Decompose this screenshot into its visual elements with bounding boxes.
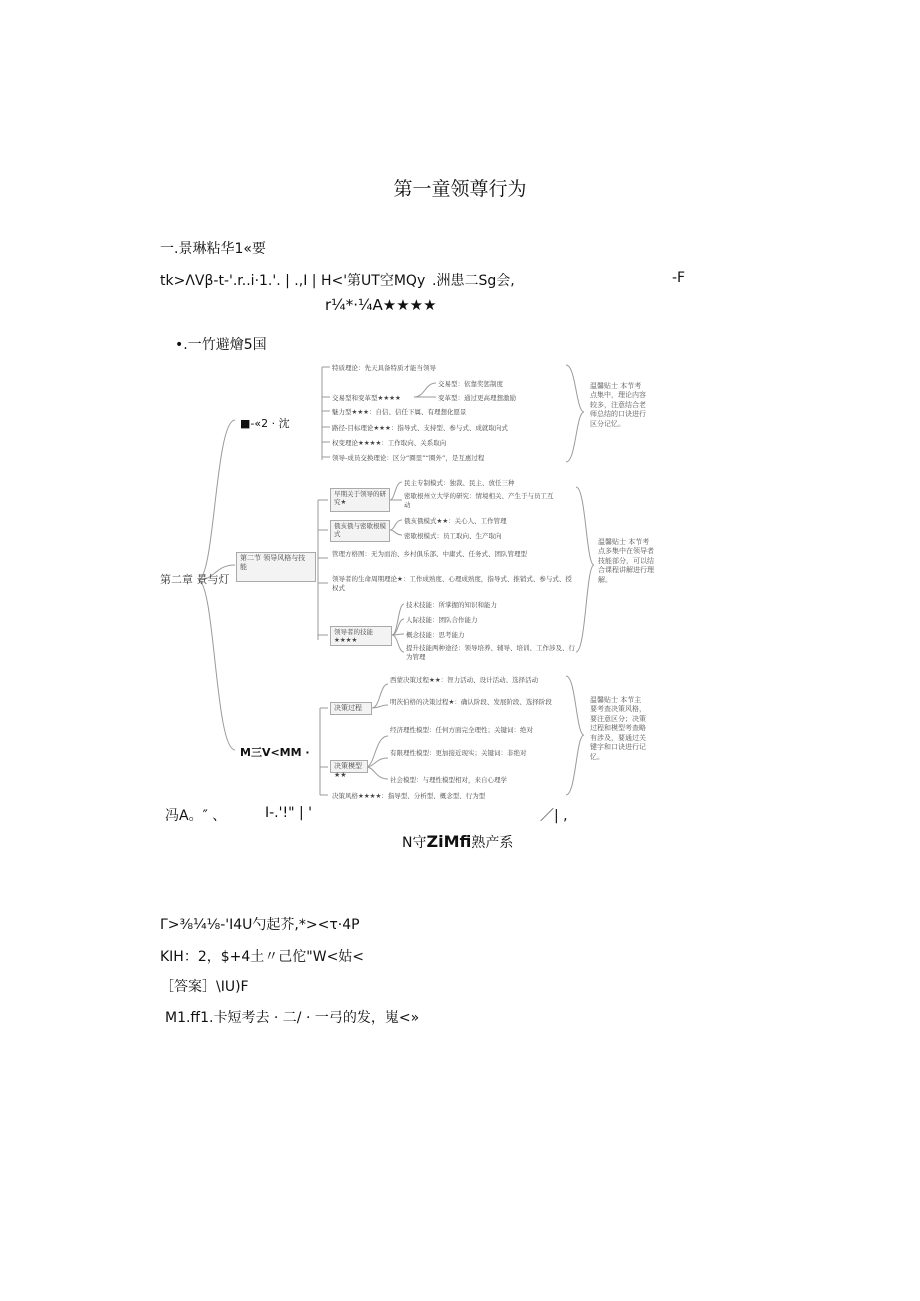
mind-map-node: 交易型：依靠奖惩制度	[438, 380, 503, 388]
mind-map-node: 技术技能：所掌握的知识和能力	[406, 601, 497, 609]
mind-map-node: 交易型和变革型★★★★	[332, 394, 401, 402]
mind-map-node: 西蒙决策过程★★：智力活动、设计活动、选择活动	[390, 676, 539, 684]
answer-line: ［答案］\IU)F	[160, 979, 249, 995]
mind-map-node: 管理方格图：无为而治、乡村俱乐部、中庸式、任务式、团队管理型	[332, 550, 527, 558]
mind-map-branch-bottom: M三V<MM ·	[240, 746, 310, 759]
body-line-c-left: 冯A。″ 、	[165, 808, 227, 824]
body-line-d-bold: ZiMfi	[426, 832, 472, 851]
subheading: •.一竹避燴5国	[175, 337, 267, 353]
body-line-d-pre: N守	[402, 835, 427, 851]
body-line-a-mid: .洲患二Sg会,	[432, 273, 515, 289]
mind-map-node: 变革型：通过更高理想激励	[438, 394, 516, 402]
question-line-2: KIH：2，$+4土〃己佗"W<姑<	[160, 949, 365, 965]
mind-map-node: 俄亥俄与密歇根模式	[330, 520, 390, 542]
mind-map-node: 社会模型：与理性模型相对，来自心理学	[390, 776, 507, 784]
section-heading: 一.景琳粘华1«要	[160, 241, 266, 257]
body-line-a: tk>ΛVβ-t-'.r..i·1.'. | .,I | H<'第UT空MQy	[160, 273, 426, 289]
mind-map-node: 领导者的技能★★★★	[330, 626, 392, 646]
body-line-a-right: -F	[672, 270, 686, 286]
mind-map-node: 领导者的生命周期理论★：工作成熟度、心理成熟度，指导式、推销式、参与式、授权式	[332, 575, 572, 593]
body-line-c-right: ／| ,	[540, 808, 568, 824]
mind-map-node: 概念技能：思考能力	[406, 631, 465, 639]
mind-map-node: 有限理性模型：更加接近现实；关键词：非绝对	[390, 749, 527, 757]
mind-map-node: 决策风格★★★★：指导型、分析型、概念型、行为型	[332, 792, 486, 800]
mind-map-node: 民主专制模式：独裁、民主、放任三种	[404, 479, 515, 487]
body-line-b: r¼*·¼A★★★★	[325, 296, 437, 314]
body-line-d	[402, 832, 513, 852]
mind-map-node: 决策过程	[330, 702, 372, 715]
mind-map-node: 经济理性模型：任何方面完全理性；关键词：绝对	[390, 726, 533, 734]
mind-map-node: 密歇根模式：员工取向、生产取向	[404, 532, 502, 540]
body-line-d-post: 熟产系	[471, 835, 514, 851]
mind-map-node: 明茨伯格的决策过程★：确认阶段、发展阶段、选择阶段	[390, 698, 552, 706]
mind-map-node: 权变理论★★★★：工作取向、关系取向	[332, 439, 447, 447]
mind-map-node: 人际技能：团队合作能力	[406, 616, 478, 624]
page-title: 第一童领尊行为	[393, 178, 527, 200]
explanation-line: M1.ff1.卡短考去 · 二/ · 一弓的发，嵬<»	[165, 1010, 420, 1026]
mind-map-node: 魅力型★★★：自信、信任下属、有理想化愿景	[332, 408, 467, 416]
mind-map-branch-top: ■-«2 · 沈	[240, 417, 290, 430]
mind-map-branch-mid: 第二节 领导风格与技能	[236, 552, 316, 582]
mind-map-node: 领导-成员交换理论：区分“圈里”“圈外”，是互惠过程	[332, 454, 485, 462]
tip-note: 温馨贴士 本节主要考查决策风格，要注意区分；决策过程和模型考查略有涉及，要通过关键字和口诀进行记忆。	[590, 696, 646, 761]
question-line-1: Γ>⅜¼⅛-'I4U勺起芥,*><τ·4P	[160, 917, 360, 933]
mind-map-node: 提升技能两种途径：领导培养、辅导、培训、工作涉及、行为管理	[406, 644, 575, 662]
mind-map-node: 路径-目标理论★★★：指导式、支持型、参与式、成就取向式	[332, 424, 508, 432]
mind-map-root: 第二章 景与灯	[160, 573, 230, 586]
mind-map-node: 早期关于领导的研究★	[330, 488, 390, 512]
mind-map-node: 特质理论：先天具备特质才能当领导	[332, 364, 436, 372]
tip-note: 温馨贴士 本节考点多集中在领导者技能部分，可以结合课程讲解进行理解。	[598, 538, 654, 584]
mind-map-node: 俄亥俄模式★★：关心人、工作管理	[404, 517, 507, 525]
body-line-c-mid: I-.'!" | '	[265, 805, 312, 821]
tip-note: 温馨贴士 本节考点集中，理论内容较多，注意结合老师总结的口诀进行区分记忆。	[590, 382, 646, 428]
mind-map-node: 决策模型★★	[330, 760, 368, 773]
mind-map-node: 密歇根州立大学的研究：情境相关、产生于与员工互动	[404, 492, 554, 510]
